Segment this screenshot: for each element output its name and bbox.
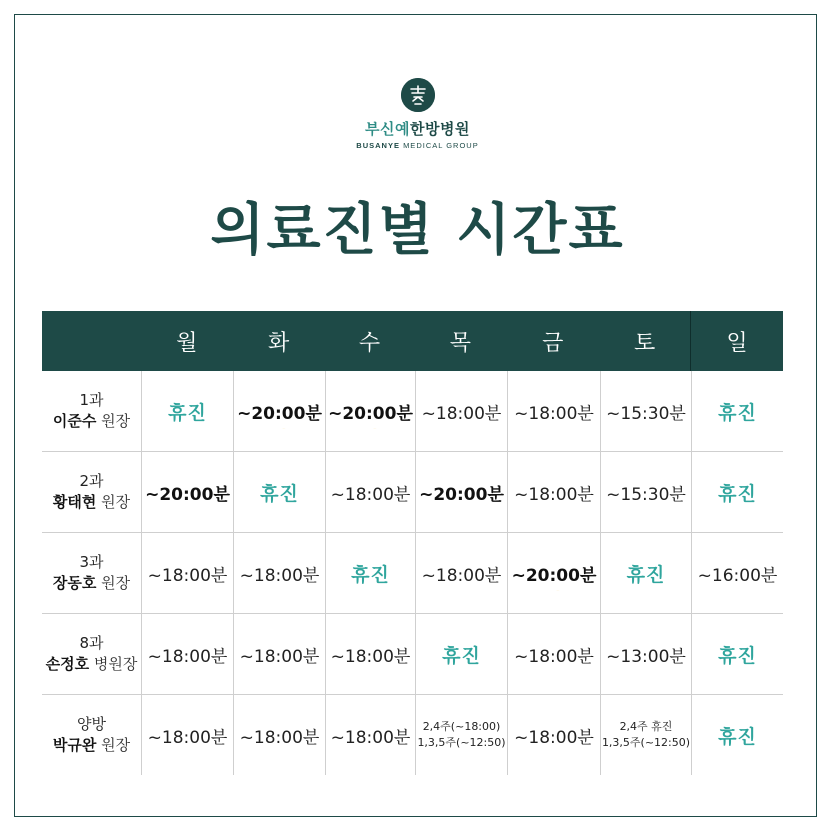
hours-label: ~15:30분 — [606, 484, 686, 505]
doctor-label — [46, 653, 138, 675]
header-corner — [42, 311, 141, 371]
department-label: 3과 — [79, 553, 104, 571]
schedule-cell — [233, 452, 325, 532]
closed-label: 휴진 — [718, 644, 757, 667]
schedule-cell — [600, 452, 691, 532]
schedule-cell — [325, 533, 415, 613]
hours-label: ~18:00분 — [514, 646, 594, 667]
schedule-cell — [415, 695, 507, 775]
doctor-name: 황태현 — [52, 493, 97, 511]
schedule-cell — [415, 614, 507, 694]
table-header — [42, 311, 783, 371]
header-day: 토 — [634, 330, 656, 356]
schedule-cell — [507, 371, 600, 451]
schedule-cell — [325, 452, 415, 532]
hours-label: ~18:00분 — [421, 565, 502, 586]
table-row — [42, 614, 783, 695]
doctor-label — [53, 410, 130, 432]
hours-label: ~18:00분 — [330, 646, 411, 667]
page-title: 의료진별 시간표 — [210, 198, 625, 263]
brand-logo — [0, 78, 835, 150]
brand-subtitle: BUSANYE MEDICAL GROUP — [356, 141, 479, 150]
doctor-cell — [42, 371, 141, 451]
schedule-cell — [141, 371, 233, 451]
schedule-cell — [600, 371, 691, 451]
hours-label: ~18:00분 — [514, 403, 594, 424]
closed-label: 휴진 — [442, 644, 481, 667]
schedule-table — [42, 311, 783, 775]
table-body — [42, 371, 783, 775]
schedule-cell — [600, 614, 691, 694]
closed-label: 휴진 — [626, 563, 666, 586]
schedule-cell — [233, 371, 325, 451]
night-hours-label: ~20:00분 — [237, 403, 322, 424]
schedule-cell — [691, 371, 783, 451]
night-hours-label: ~20:00분 — [419, 484, 504, 505]
schedule-cell — [691, 533, 783, 613]
hours-label: ~18:00분 — [239, 646, 320, 667]
brand-name: 부신예한방병원 — [365, 120, 470, 138]
header-day: 금 — [542, 330, 564, 356]
header-day: 수 — [358, 330, 381, 356]
doctor-label — [53, 491, 130, 513]
header-day: 일 — [690, 311, 783, 371]
schedule-cell — [141, 695, 233, 775]
hours-label: ~13:00분 — [606, 646, 686, 667]
schedule-cell — [600, 695, 691, 775]
schedule-cell — [691, 614, 783, 694]
table-row — [42, 533, 783, 614]
schedule-note — [602, 719, 690, 751]
schedule-cell — [141, 452, 233, 532]
schedule-note-line: 1,3,5주(~12:50) — [417, 736, 506, 749]
closed-label: 휴진 — [351, 563, 390, 586]
schedule-cell — [507, 452, 600, 532]
header-day: 화 — [268, 330, 290, 356]
doctor-name: 장동호 — [52, 574, 97, 592]
hours-label: ~18:00분 — [239, 565, 320, 586]
department-label: 양방 — [77, 715, 106, 733]
hours-label: ~18:00분 — [147, 565, 228, 586]
header-day: 월 — [176, 330, 198, 356]
schedule-cell — [507, 614, 600, 694]
schedule-cell — [691, 695, 783, 775]
doctor-label — [53, 572, 130, 594]
doctor-label — [53, 734, 130, 756]
doctor-name: 박규완 — [52, 736, 97, 754]
doctor-role: 원장 — [101, 736, 131, 754]
doctor-role: 병원장 — [93, 655, 138, 673]
hours-label: ~18:00분 — [239, 727, 320, 748]
schedule-cell — [507, 695, 600, 775]
doctor-name: 이준수 — [52, 412, 97, 430]
hours-label: ~18:00분 — [421, 403, 502, 424]
schedule-cell — [325, 695, 415, 775]
doctor-name: 손정호 — [45, 655, 90, 673]
schedule-cell — [233, 533, 325, 613]
hours-label: ~18:00분 — [330, 727, 411, 748]
header-day: 목 — [449, 330, 472, 356]
night-hours-label: ~20:00분 — [145, 484, 230, 505]
department-label: 1과 — [79, 391, 104, 409]
table-row — [42, 371, 783, 452]
doctor-role: 원장 — [101, 412, 131, 430]
schedule-cell — [141, 533, 233, 613]
night-hours-label: ~20:00분 — [328, 403, 413, 424]
schedule-cell — [141, 614, 233, 694]
schedule-cell — [415, 533, 507, 613]
doctor-role: 원장 — [101, 493, 131, 511]
hours-label: ~18:00분 — [330, 484, 411, 505]
closed-label: 휴진 — [260, 482, 299, 505]
schedule-note-line: 2,4주(~18:00) — [422, 720, 501, 733]
schedule-cell — [691, 452, 783, 532]
schedule-note-line: 2,4주 휴진 — [619, 720, 673, 733]
hours-label: ~15:30분 — [606, 403, 686, 424]
schedule-cell — [325, 371, 415, 451]
doctor-cell — [42, 533, 141, 613]
doctor-cell — [42, 614, 141, 694]
hours-label: ~16:00분 — [697, 565, 778, 586]
hours-label: ~18:00분 — [147, 646, 228, 667]
closed-label: 휴진 — [718, 401, 757, 424]
closed-label: 휴진 — [718, 725, 757, 748]
doctor-cell — [42, 695, 141, 775]
schedule-cell — [415, 371, 507, 451]
night-hours-label: ~20:00분 — [511, 565, 597, 586]
closed-label: 휴진 — [168, 401, 207, 424]
schedule-note — [417, 719, 505, 751]
schedule-cell — [325, 614, 415, 694]
schedule-cell — [507, 533, 600, 613]
schedule-cell — [415, 452, 507, 532]
schedule-cell — [600, 533, 691, 613]
logo-emblem-icon — [401, 78, 435, 112]
doctor-role: 원장 — [101, 574, 131, 592]
department-label: 8과 — [79, 634, 104, 652]
table-row — [42, 452, 783, 533]
department-label: 2과 — [79, 472, 104, 490]
table-row — [42, 695, 783, 775]
schedule-cell — [233, 695, 325, 775]
hours-label: ~18:00분 — [514, 484, 594, 505]
schedule-note-line: 1,3,5주(~12:50) — [601, 736, 691, 749]
closed-label: 휴진 — [718, 482, 757, 505]
hours-label: ~18:00분 — [147, 727, 228, 748]
doctor-cell — [42, 452, 141, 532]
schedule-cell — [233, 614, 325, 694]
hours-label: ~18:00분 — [514, 727, 594, 748]
